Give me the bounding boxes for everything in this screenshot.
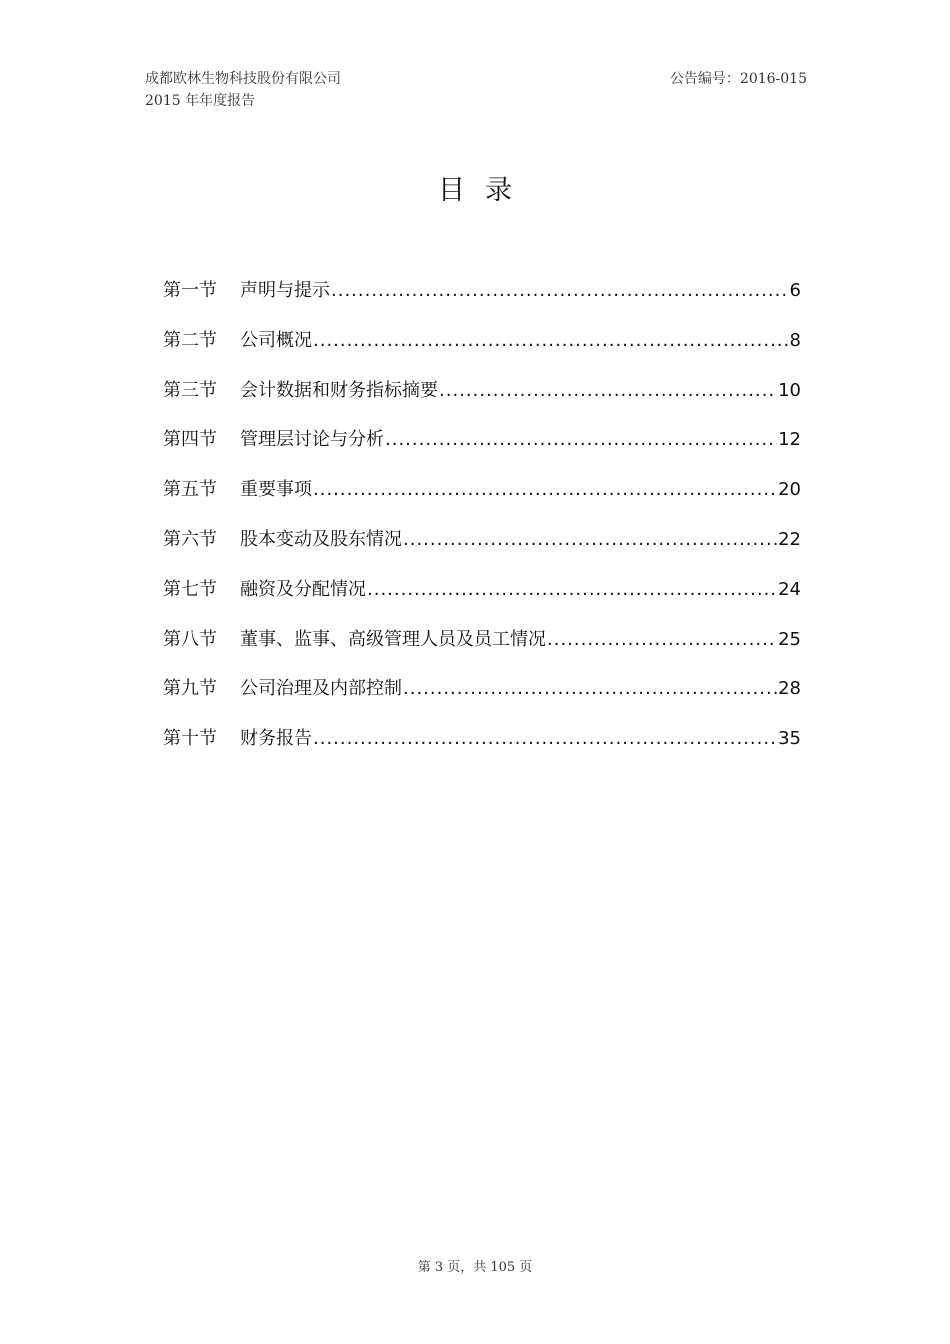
- toc-section-name: 会计数据和财务指标摘要: [240, 379, 438, 401]
- toc-section-number: 第八节: [163, 628, 217, 650]
- toc-section-name: 声明与提示: [240, 280, 330, 301]
- toc-page-number: 22: [778, 528, 801, 550]
- toc-section-name: 财务报告: [240, 728, 312, 750]
- toc-dot-leader: [403, 678, 777, 699]
- toc-section-number: 第四节: [163, 429, 217, 451]
- toc-section-number: 第二节: [163, 329, 217, 351]
- toc-section-name: 公司概况: [240, 329, 312, 351]
- toc-dot-leader: [367, 579, 777, 600]
- report-year: 2015 年年度报告: [145, 93, 256, 109]
- toc-entry-9[interactable]: [163, 674, 801, 724]
- toc-page-number: 20: [778, 479, 801, 501]
- toc-page-number: 10: [778, 379, 801, 401]
- announcement-number: 公告编号：2016-015: [669, 71, 807, 87]
- toc-section-name: 公司治理及内部控制: [240, 678, 402, 700]
- toc-dot-leader: [385, 429, 777, 450]
- header-left: [145, 68, 341, 112]
- toc-entry-7[interactable]: [163, 575, 801, 625]
- table-of-contents: [163, 276, 801, 774]
- toc-page-number: 25: [778, 628, 801, 650]
- toc-entry-10[interactable]: [163, 724, 801, 774]
- toc-entry-1[interactable]: [163, 276, 801, 326]
- toc-dot-leader: [547, 629, 777, 650]
- toc-dot-leader: [403, 529, 777, 550]
- toc-page-number: 35: [778, 728, 801, 750]
- toc-dot-leader: [331, 280, 789, 301]
- toc-page-number: 8: [789, 329, 801, 351]
- toc-entry-3[interactable]: [163, 376, 801, 426]
- toc-dot-leader: [313, 728, 777, 749]
- toc-section-name: 融资及分配情况: [240, 578, 366, 600]
- toc-dot-leader: [313, 479, 777, 500]
- company-name: 成都欧林生物科技股份有限公司: [145, 71, 341, 87]
- toc-entry-6[interactable]: [163, 525, 801, 575]
- toc-section-number: 第三节: [163, 379, 217, 401]
- toc-section-number: 第十节: [163, 728, 217, 750]
- toc-section-number: 第七节: [163, 578, 217, 600]
- toc-section-number: 第一节: [163, 280, 217, 301]
- toc-page-number: 24: [778, 578, 801, 600]
- toc-section-name: 董事、监事、高级管理人员及员工情况: [240, 628, 546, 650]
- toc-page-number: 12: [778, 429, 801, 451]
- toc-page-number: 28: [778, 678, 801, 700]
- toc-dot-leader: [313, 330, 789, 351]
- toc-entry-4[interactable]: [163, 425, 801, 475]
- toc-dot-leader: [439, 380, 777, 401]
- toc-entry-2[interactable]: [163, 326, 801, 376]
- toc-section-number: 第六节: [163, 528, 217, 550]
- page-footer: 第 3 页，共 105 页: [417, 1260, 533, 1275]
- toc-entry-8[interactable]: [163, 625, 801, 675]
- toc-entry-5[interactable]: [163, 475, 801, 525]
- toc-section-number: 第九节: [163, 678, 217, 700]
- toc-section-name: 管理层讨论与分析: [240, 429, 384, 451]
- toc-section-name: 股本变动及股东情况: [240, 528, 402, 550]
- toc-page-number: 6: [789, 280, 801, 301]
- page-title: 目录: [438, 175, 532, 206]
- toc-section-name: 重要事项: [240, 479, 312, 501]
- toc-section-number: 第五节: [163, 479, 217, 501]
